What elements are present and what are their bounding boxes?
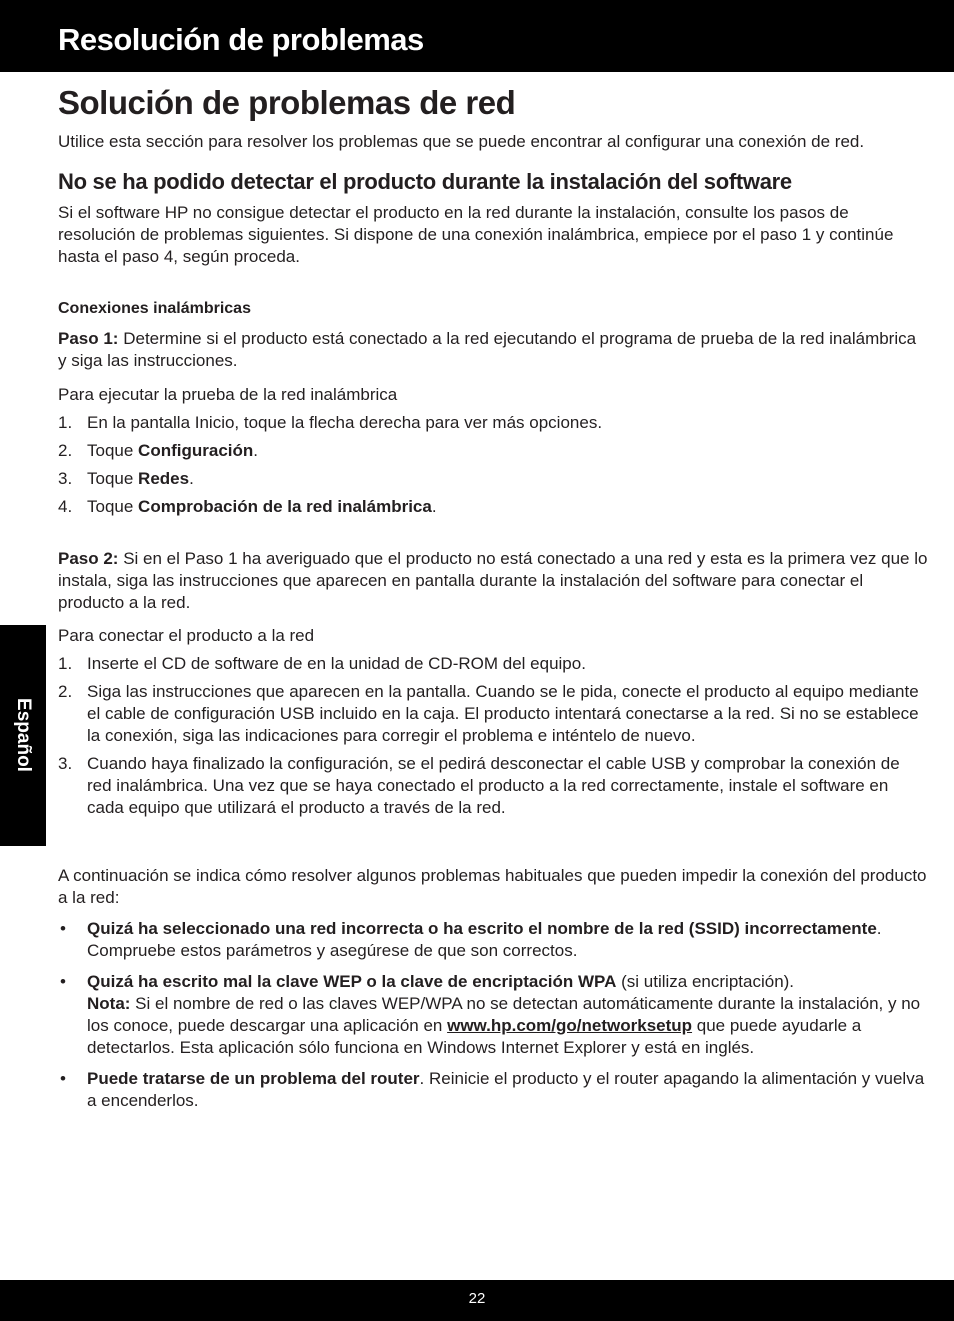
language-label: Español: [13, 698, 34, 772]
list-text: Toque: [87, 469, 139, 488]
bullet-marker: •: [60, 1069, 66, 1088]
list-item: [58, 681, 928, 747]
list-number: 3.: [58, 469, 73, 488]
list-item: [58, 496, 928, 518]
list-number: 3.: [58, 754, 73, 773]
step1-paragraph: [58, 328, 928, 372]
list-text-end: .: [431, 497, 437, 516]
list-text-end: .: [253, 441, 258, 460]
list-text-end: .: [189, 469, 194, 488]
list-text: Toque: [87, 497, 139, 516]
list-text: En la pantalla Inicio, toque la flecha derecha para ver más opciones.: [87, 413, 603, 432]
header-title: Resolución de problemas: [58, 22, 424, 57]
list-item: [58, 653, 928, 675]
list-bold: Configuración: [138, 441, 254, 460]
list-text: Toque: [87, 441, 139, 460]
step2-text: Si en el Paso 1 ha averiguado que el producto no está conectado a una red y esta es la primera vez que lo instala, siga las instrucciones que aparecen en pantalla durante la instalación del software para conectar el producto a la red.: [58, 549, 928, 612]
test-steps-list: [58, 412, 928, 518]
section-heading: No se ha podido detectar el producto durante la instalación del software: [58, 169, 792, 194]
test-lead: Para ejecutar la prueba de la red inalámbrica: [58, 385, 398, 404]
list-item: [58, 1068, 928, 1112]
bullet-bold: Quizá ha escrito mal la clave WEP o la clave de encriptación WPA: [87, 972, 617, 991]
list-text: Inserte el CD de software de en la unidad de CD-ROM del equipo.: [87, 654, 586, 673]
bullet-text: (si utiliza encriptación).: [616, 972, 795, 991]
step1-text: Determine si el producto está conectado a la red ejecutando el programa de prueba de la red inalámbrica y siga las instrucciones.: [58, 329, 917, 370]
step2-paragraph: [58, 548, 928, 614]
bullet-text: . Compruebe estos parámetros y asegúrese de que son correctos.: [87, 919, 882, 960]
list-item: [58, 412, 928, 434]
list-item: [58, 440, 928, 462]
list-number: 2.: [58, 441, 73, 460]
connect-lead: Para conectar el producto a la red: [58, 626, 315, 645]
page-title: Solución de problemas de red: [58, 84, 516, 121]
bullet-marker: •: [60, 972, 66, 991]
list-text: Siga las instrucciones que aparecen en la pantalla. Cuando se le pida, conecte el producto al equipo mediante el cable de configuración USB incluido en la caja. El producto intentará conectarse a la red. Si no se establece la conexión, siga las indicaciones para corregir el problema e inténtelo de nuevo.: [87, 682, 919, 745]
bullet-marker: •: [60, 919, 66, 938]
page-number: 22: [468, 1290, 486, 1307]
wireless-heading: Conexiones inalámbricas: [58, 300, 251, 317]
list-number: 2.: [58, 682, 73, 701]
note-text-end: que puede ayudarle a detectarlos. Esta aplicación sólo funciona en Windows Internet Explorer y está en inglés.: [87, 1016, 862, 1057]
footer-bar: [0, 1280, 954, 1321]
bullet-bold: Quizá ha seleccionado una red incorrecta o ha escrito el nombre de la red (SSID) incorrectamente: [87, 919, 877, 938]
header-bar: [0, 0, 954, 72]
list-item: [58, 971, 928, 1059]
step2-label: Paso 2:: [58, 549, 119, 568]
list-number: 1.: [58, 413, 73, 432]
problems-list: [58, 918, 928, 1112]
note-text: Si el nombre de red o las claves WEP/WPA no se detectan automáticamente durante la instalación, y no los conoce, puede descargar una aplicación en: [87, 994, 921, 1035]
section-paragraph: Si el software HP no consigue detectar el producto en la red durante la instalación, consulte los pasos de resolución de problemas siguientes. Si dispone de una conexión inalámbrica, empiece por el paso 1 y continúe hasta el paso 4, según proceda.: [58, 203, 894, 266]
networksetup-link[interactable]: www.hp.com/go/networksetup: [447, 1016, 693, 1035]
list-item: [58, 468, 928, 490]
connect-steps-list: [58, 653, 928, 819]
list-item: [58, 753, 928, 819]
language-side-tab: [0, 625, 46, 846]
list-bold: Redes: [138, 469, 190, 488]
list-bold: Comprobación de la red inalámbrica: [138, 497, 432, 516]
outro-paragraph: A continuación se indica cómo resolver algunos problemas habituales que pueden impedir la conexión del producto a la red:: [58, 866, 927, 907]
bullet-text: . Reinicie el producto y el router apagando la alimentación y vuelva a encenderlos.: [87, 1069, 925, 1110]
list-text: Cuando haya finalizado la configuración, se el pedirá desconectar el cable USB y comprobar la conexión de red inalámbrica. Una vez que se haya conectado el producto a la red correctamente, instale el software en cada equipo que utilizará el producto a través de la red.: [87, 754, 900, 817]
list-number: 4.: [58, 497, 73, 516]
list-item: [58, 918, 928, 962]
bullet-bold: Puede tratarse de un problema del router: [87, 1069, 420, 1088]
step1-label: Paso 1:: [58, 329, 119, 348]
main-content: [58, 82, 928, 1121]
list-number: 1.: [58, 654, 73, 673]
intro-paragraph: Utilice esta sección para resolver los problemas que se puede encontrar al configurar una conexión de red.: [58, 132, 865, 151]
note-label: Nota:: [87, 994, 131, 1013]
